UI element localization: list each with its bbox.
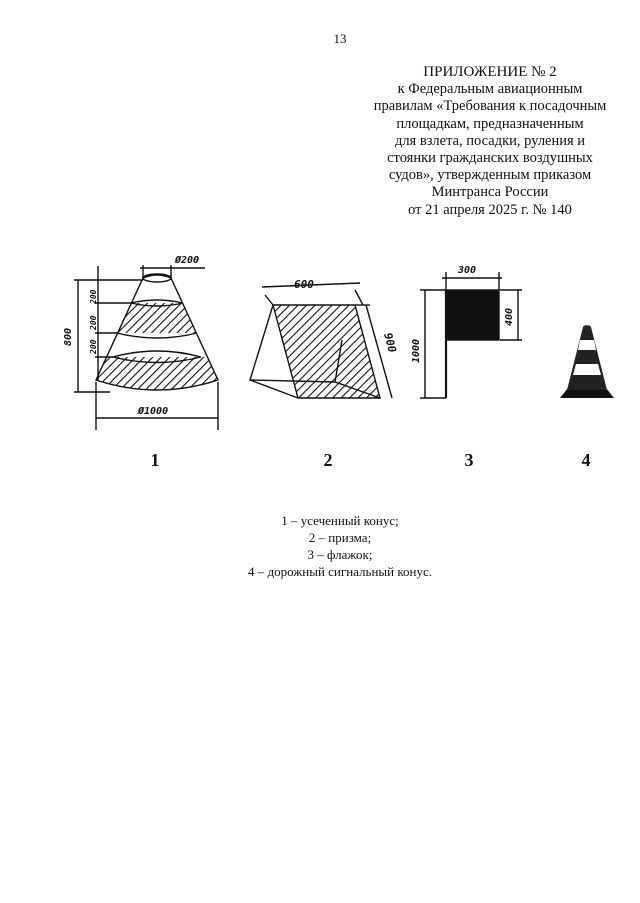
- legend-item: 4 – дорожный сигнальный конус.: [247, 564, 433, 579]
- flag-width-label: 300: [458, 265, 477, 276]
- appendix-line: судов», утвержденным приказом: [388, 167, 592, 184]
- appendix-line: стоянки гражданских воздушных: [387, 150, 593, 167]
- figure-legend: [200, 512, 480, 580]
- legend-item: 2 – призма;: [308, 530, 372, 545]
- prism-width-label: 600: [294, 278, 314, 291]
- road-cone-stripe-lower: [573, 364, 601, 375]
- road-cone-stripe-upper: [578, 340, 596, 350]
- cone-height-label: 800: [63, 327, 74, 346]
- cone-base-diameter-label: Ø1000: [138, 406, 169, 417]
- cone-band3-label: 200: [89, 339, 98, 354]
- legend-item: 3 – флажок;: [307, 547, 373, 562]
- figure-number-1: 1: [150, 450, 160, 470]
- flag-figure: [420, 272, 522, 398]
- figure-number-4: 4: [581, 450, 591, 470]
- page-number: 13: [333, 31, 347, 46]
- appendix-line: Минтранса России: [431, 184, 549, 201]
- prism-hatched-face: [273, 305, 380, 398]
- cone-band1-label: 200: [89, 289, 98, 304]
- cone-band2-label: 200: [89, 315, 98, 330]
- cone-hatched-band-upper: [90, 303, 230, 333]
- appendix-line: от 21 апреля 2025 г. № 140: [408, 201, 572, 218]
- figure-number-3: 3: [464, 450, 474, 470]
- pole-height-label: 1000: [411, 338, 422, 363]
- cone-top-diameter-label: Ø200: [175, 255, 200, 266]
- prism-figure: [250, 283, 392, 398]
- appendix-line: для взлета, посадки, руления и: [394, 132, 586, 149]
- appendix-line: правилам «Требования к посадочным: [373, 98, 607, 115]
- figure-number-2: 2: [323, 450, 333, 470]
- appendix-line: площадкам, предназначенным: [396, 115, 584, 132]
- appendix-title: ПРИЛОЖЕНИЕ № 2: [423, 64, 557, 80]
- prism-side-label: 900: [381, 331, 399, 354]
- legend-item: 1 – усеченный конус;: [281, 513, 399, 528]
- road-cone-figure: [560, 325, 614, 398]
- cone-hatched-band-lower: [90, 357, 230, 407]
- appendix-line: к Федеральным авиационным: [397, 81, 583, 98]
- flag-height-label: 400: [504, 307, 515, 326]
- flag-panel: [447, 290, 499, 340]
